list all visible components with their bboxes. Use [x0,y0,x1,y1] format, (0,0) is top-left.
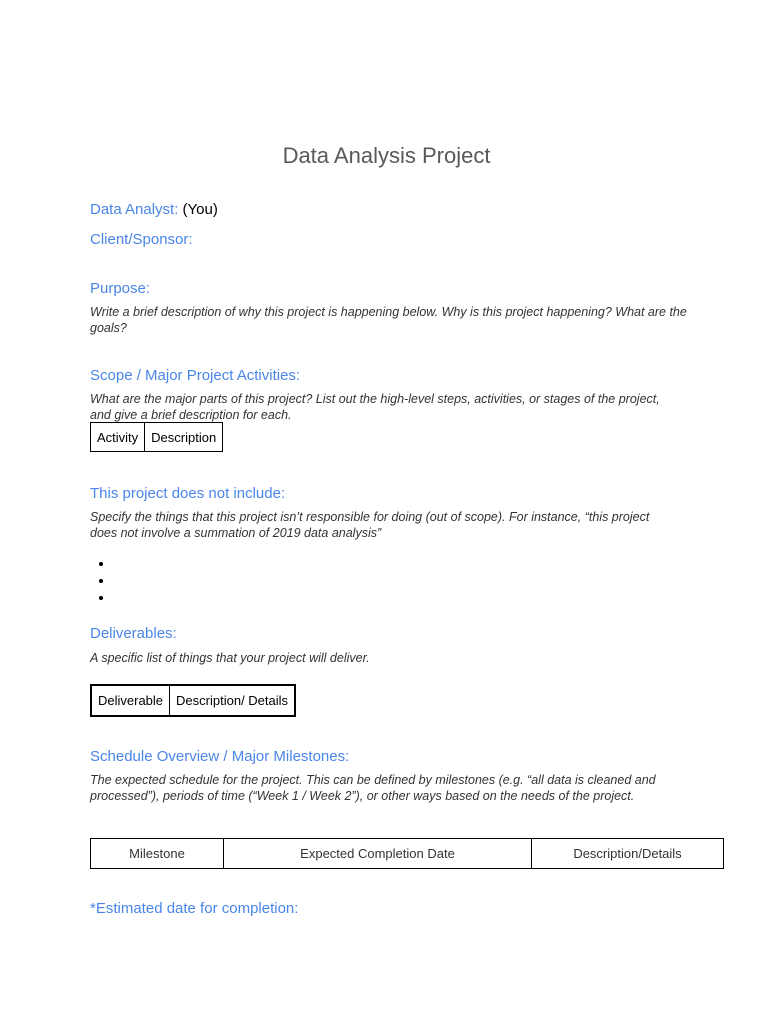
deliverables-table [90,684,296,717]
client-sponsor-colon: : [188,231,193,248]
schedule-heading: Schedule Overview / Major Milestones: [90,748,350,765]
purpose-heading: Purpose: [90,280,151,297]
data-analyst-colon: : [174,201,179,218]
data-analyst-value: (You) [178,201,218,218]
data-analyst-line [90,201,218,218]
table-row [91,423,223,452]
document-title: Data Analysis Project [282,143,491,168]
completion-heading: *Estimated date for completion: [90,900,299,917]
table-header-description-details: Description/ Details [170,685,296,716]
table-row [91,839,724,869]
table-header-milestone: Milestone [91,839,224,869]
activity-table [90,422,223,452]
scope-description: What are the major parts of this project? List out the high-level steps, activities, or stages of the project, and give a brief description for each. [90,392,660,422]
client-sponsor-line [90,231,193,248]
deliverables-heading: Deliverables: [90,625,177,642]
table-header-deliverable: Deliverable [91,685,170,716]
milestones-table [90,838,724,869]
exclusions-heading: This project does not include: [90,485,286,502]
table-row [91,685,295,716]
table-header-description: Description [145,423,223,452]
table-header-expected-completion-date: Expected Completion Date [224,839,532,869]
purpose-description: Write a brief description of why this project is happening below. Why is this project happening? What are the goals? [90,305,687,335]
data-analyst-label: Data Analyst [90,201,175,218]
exclusions-description: Specify the things that this project isn’t responsible for doing (out of scope). For instance, “this project does not involve a summation of 2019 data analysis” [90,510,650,540]
table-header-activity: Activity [91,423,145,452]
scope-heading: Scope / Major Project Activities: [90,367,301,384]
table-header-description-details: Description/Details [532,839,724,869]
client-sponsor-label: Client/Sponsor [90,231,189,248]
schedule-description: The expected schedule for the project. This can be defined by milestones (e.g. “all data is cleaned and processed”), periods of time (“Week 1 / Week 2”), or other ways based on the needs of the project. [90,773,656,803]
exclusions-list [90,556,114,607]
deliverables-description: A specific list of things that your project will deliver. [90,651,370,665]
